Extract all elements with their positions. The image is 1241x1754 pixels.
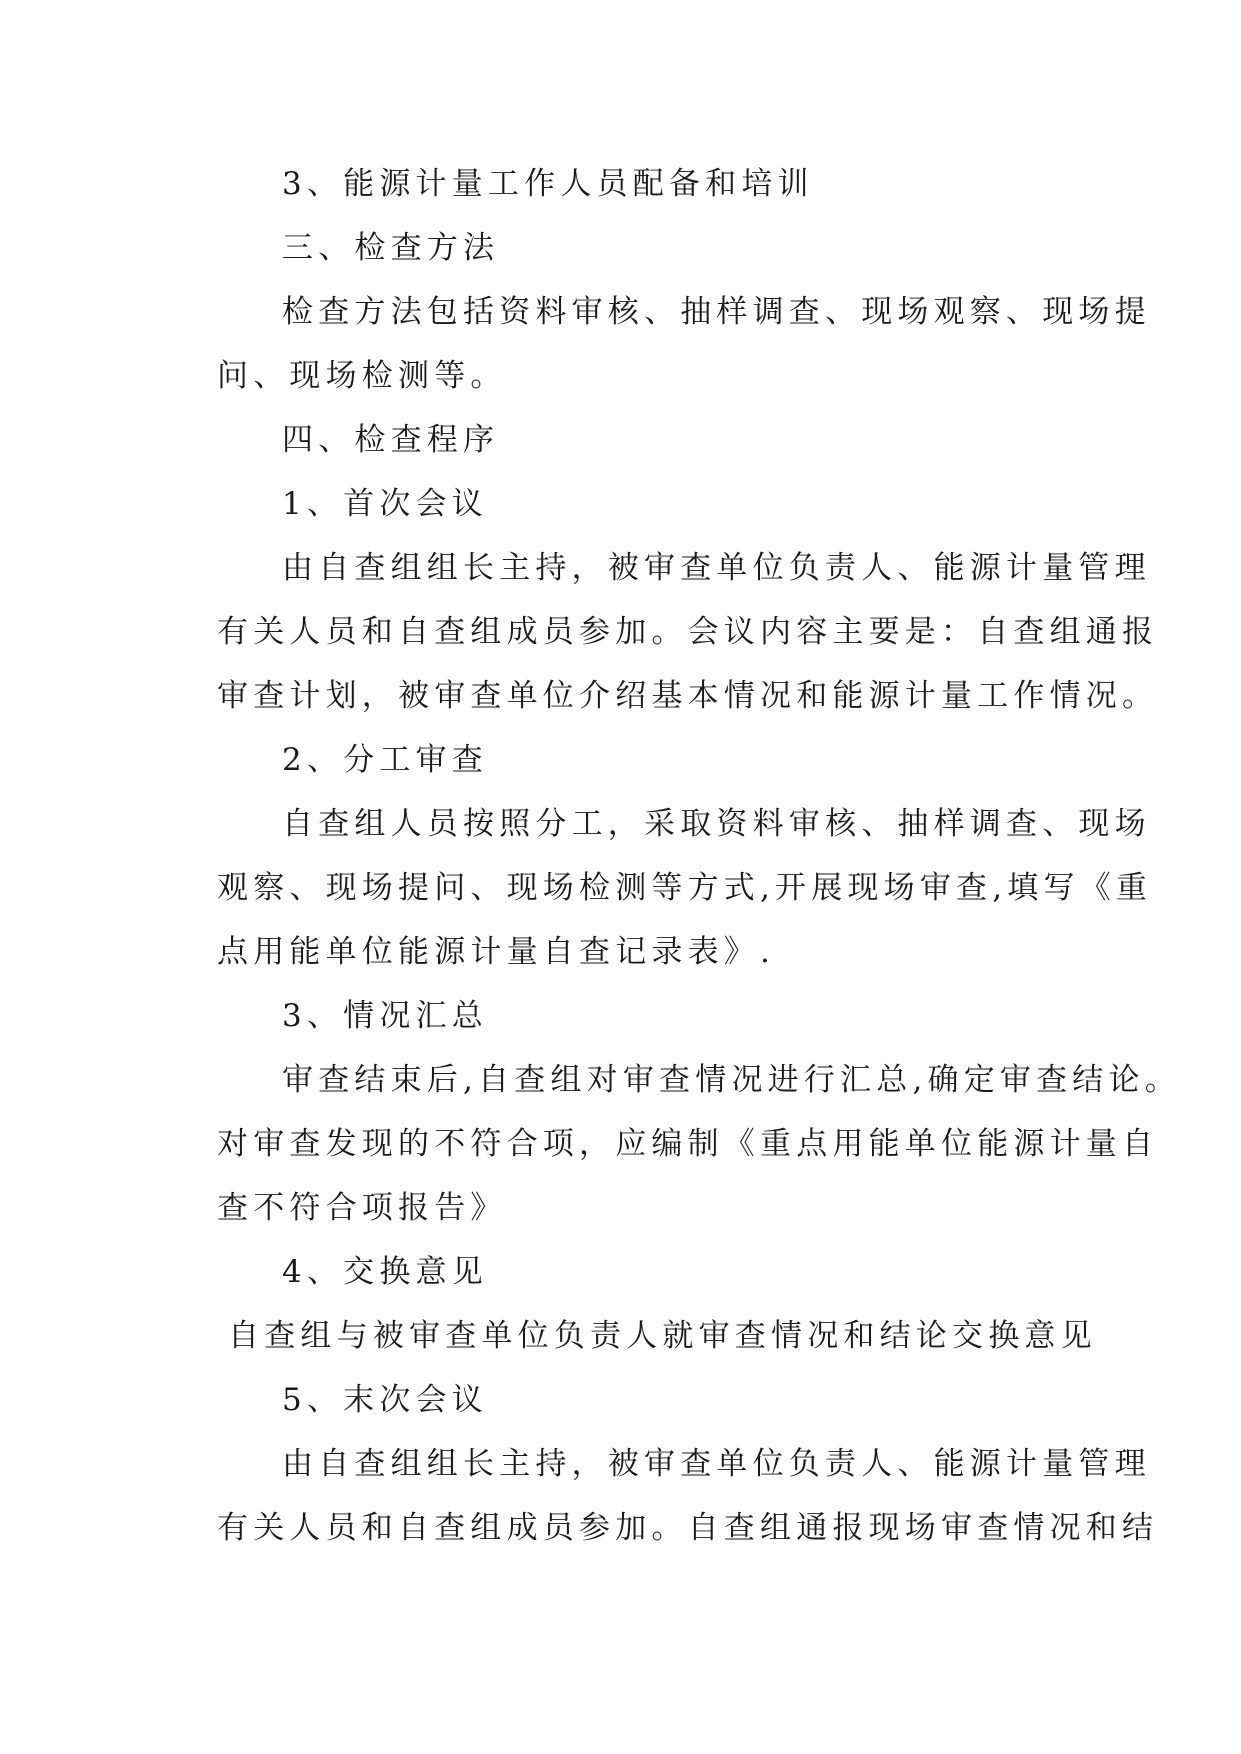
subheading-summary: 3、情况汇总 (282, 998, 488, 1034)
subheading-exchange-opinions: 4、交换意见 (282, 1254, 488, 1290)
paragraph-line: 检查方法包括资料审核、抽样调查、现场观察、现场提 (282, 294, 1151, 330)
subheading-staffing-training: 3、能源计量工作人员配备和培训 (282, 166, 814, 202)
paragraph-line: 有关人员和自查组成员参加。自查组通报现场审查情况和结 (217, 1510, 1159, 1546)
paragraph-line: 由自查组组长主持，被审查单位负责人、能源计量管理 (282, 1446, 1151, 1482)
section-heading-inspection-method: 三、检查方法 (282, 230, 500, 266)
paragraph-line: 查不符合项报告》 (217, 1190, 507, 1226)
paragraph-line: 审查计划，被审查单位介绍基本情况和能源计量工作情况。 (217, 678, 1159, 714)
paragraph-line: 观察、现场提问、现场检测等方式,开展现场审查,填写《重 (217, 870, 1153, 906)
paragraph-line: 自查组与被审查单位负责人就审查情况和结论交换意见 (228, 1318, 1097, 1354)
section-heading-inspection-procedure: 四、检查程序 (282, 422, 500, 458)
subheading-last-meeting: 5、末次会议 (282, 1382, 488, 1418)
paragraph-line: 自查组人员按照分工，采取资料审核、抽样调查、现场 (282, 806, 1151, 842)
paragraph-line: 点用能单位能源计量自查记录表》. (217, 934, 776, 970)
paragraph-line: 审查结束后,自查组对审查情况进行汇总,确定审查结论。 (282, 1062, 1181, 1098)
paragraph-line: 由自查组组长主持，被审查单位负责人、能源计量管理 (282, 550, 1151, 586)
paragraph-line: 对审查发现的不符合项，应编制《重点用能单位能源计量自 (217, 1126, 1159, 1162)
paragraph-line: 问、现场检测等。 (217, 358, 507, 394)
subheading-division-review: 2、分工审查 (282, 742, 488, 778)
subheading-first-meeting: 1、首次会议 (282, 486, 488, 522)
paragraph-line: 有关人员和自查组成员参加。会议内容主要是：自查组通报 (217, 614, 1159, 650)
